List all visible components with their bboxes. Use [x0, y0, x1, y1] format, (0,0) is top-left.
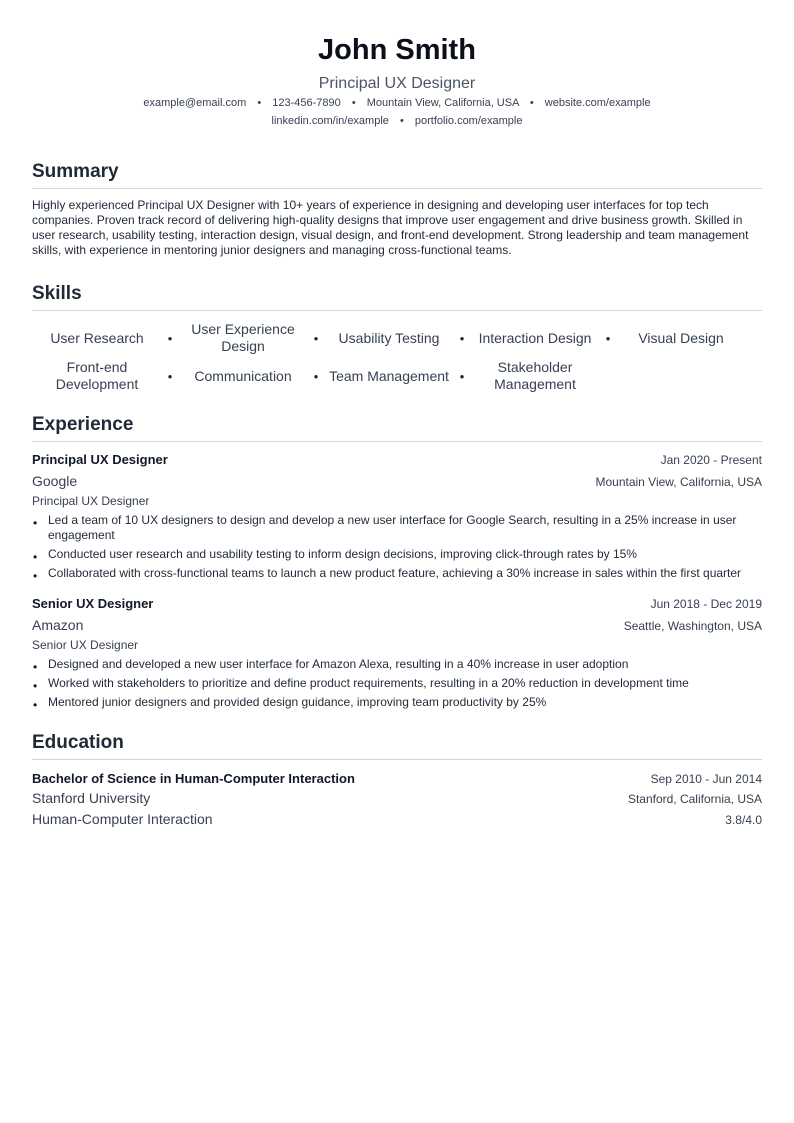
- bullet-text: Led a team of 10 UX designers to design and develop a new user interface for Google Search, resulting in a 25% increase in user engagement: [48, 513, 737, 542]
- job-title-row: [32, 451, 762, 469]
- skill-separator: •: [167, 330, 173, 346]
- education-entry: [32, 770, 762, 829]
- contact-separator: •: [351, 97, 356, 109]
- job-bullets: [32, 657, 762, 710]
- skill-item: Usability Testing: [338, 329, 440, 346]
- skill-separator: •: [459, 330, 465, 346]
- education-section: [32, 731, 762, 829]
- bullet-dot: •: [33, 679, 38, 693]
- section-divider: [32, 441, 762, 442]
- skill-separator: •: [313, 330, 319, 346]
- skills-grid: [32, 319, 762, 395]
- contact-separator: •: [529, 97, 534, 109]
- skill-item: User Research: [50, 329, 144, 346]
- contact-phone[interactable]: 123-456-7890: [272, 97, 341, 109]
- bullet-text: Conducted user research and usability testing to inform design decisions, improving click-through rates by 15%: [48, 547, 637, 561]
- school-row: [32, 787, 762, 808]
- contact-email[interactable]: example@email.com: [143, 97, 247, 109]
- job-title: Senior UX Designer: [32, 596, 154, 611]
- skill-item: Interaction Design: [478, 329, 592, 346]
- skill-item: Visual Design: [638, 329, 724, 346]
- bullet-text: Mentored junior designers and provided design guidance, improving team productivity by 25%: [48, 695, 547, 709]
- job-role: Senior UX Designer: [32, 638, 139, 652]
- candidate-name: John Smith: [318, 34, 476, 66]
- skills-heading: Skills: [32, 283, 82, 304]
- job-company-row: [32, 613, 762, 635]
- contact-linkedin[interactable]: linkedin.com/in/example: [271, 115, 389, 127]
- job-company: Google: [32, 473, 78, 489]
- contact-separator: •: [399, 115, 404, 127]
- education-date: Sep 2010 - Jun 2014: [650, 772, 762, 786]
- bullet-item: [32, 695, 762, 710]
- contact-line-2: [32, 112, 762, 130]
- skill-separator: •: [313, 368, 319, 384]
- bullet-dot: •: [33, 698, 38, 712]
- job-date: Jan 2020 - Present: [660, 453, 762, 467]
- skills-section: [32, 282, 762, 395]
- degree-name: Bachelor of Science in Human-Computer Interaction: [32, 771, 355, 786]
- contact-separator: •: [257, 97, 262, 109]
- resume-header: [32, 32, 762, 130]
- section-divider: [32, 188, 762, 189]
- bullet-text: Designed and developed a new user interface for Amazon Alexa, resulting in a 40% increase in user adoption: [48, 657, 629, 671]
- school-name: Stanford University: [32, 790, 151, 806]
- candidate-title: Principal UX Designer: [318, 75, 476, 92]
- skill-item: User Experience Design: [191, 321, 295, 354]
- degree-row: [32, 770, 762, 787]
- summary-text: Highly experienced Principal UX Designer with 10+ years of experience in designing and developing user interfaces for top tech companies. Proven track record of delivering high-quality designs that improve user engagement and drive business growth. Skilled in user research, usability testing, interaction design, visual design, and front-end development. Strong leadership and team management skills, with experience in mentoring junior designers and managing cross-functional teams.: [32, 198, 749, 257]
- skill-item: Communication: [194, 367, 292, 384]
- section-divider: [32, 310, 762, 311]
- summary-heading: Summary: [32, 161, 119, 182]
- bullet-item: [32, 547, 762, 562]
- job-company: Amazon: [32, 617, 84, 633]
- education-heading: Education: [32, 732, 124, 753]
- skill-item: Team Management: [329, 367, 449, 384]
- job-title: Principal UX Designer: [32, 452, 168, 467]
- contact-location: Mountain View, California, USA: [366, 97, 519, 109]
- summary-section: [32, 160, 762, 258]
- bullet-dot: •: [33, 660, 38, 674]
- contact-website[interactable]: website.com/example: [544, 97, 651, 109]
- skill-item: Front-end Development: [55, 359, 139, 392]
- bullet-text: Collaborated with cross-functional teams to launch a new product feature, achieving a 30% increase in sales within the first quarter: [48, 566, 742, 580]
- skill-item: Stakeholder Management: [494, 359, 576, 392]
- job-entry: [32, 451, 762, 581]
- job-date: Jun 2018 - Dec 2019: [650, 597, 762, 611]
- contact-portfolio[interactable]: portfolio.com/example: [414, 115, 523, 127]
- field-row: [32, 808, 762, 829]
- bullet-dot: •: [33, 569, 38, 583]
- contact-line-1: [32, 94, 762, 112]
- bullet-item: [32, 513, 762, 543]
- bullet-item: [32, 676, 762, 691]
- bullet-text: Worked with stakeholders to prioritize and define product requirements, resulting in a 20% reduction in development time: [48, 676, 689, 690]
- job-bullets: [32, 513, 762, 581]
- field-of-study: Human-Computer Interaction: [32, 811, 213, 827]
- section-divider: [32, 759, 762, 760]
- job-role: Principal UX Designer: [32, 494, 150, 508]
- skill-separator: •: [605, 330, 611, 346]
- job-location: Mountain View, California, USA: [595, 475, 762, 489]
- bullet-dot: •: [33, 550, 38, 564]
- job-location: Seattle, Washington, USA: [623, 619, 762, 633]
- job-title-row: [32, 595, 762, 613]
- job-company-row: [32, 469, 762, 491]
- experience-heading: Experience: [32, 414, 134, 435]
- experience-section: [32, 413, 762, 710]
- skill-separator: •: [459, 368, 465, 384]
- bullet-item: [32, 657, 762, 672]
- bullet-item: [32, 566, 762, 581]
- skill-separator: •: [167, 368, 173, 384]
- bullet-dot: •: [33, 516, 38, 530]
- gpa-value: 3.8/4.0: [725, 813, 762, 827]
- job-entry: [32, 595, 762, 710]
- school-location: Stanford, California, USA: [627, 792, 762, 806]
